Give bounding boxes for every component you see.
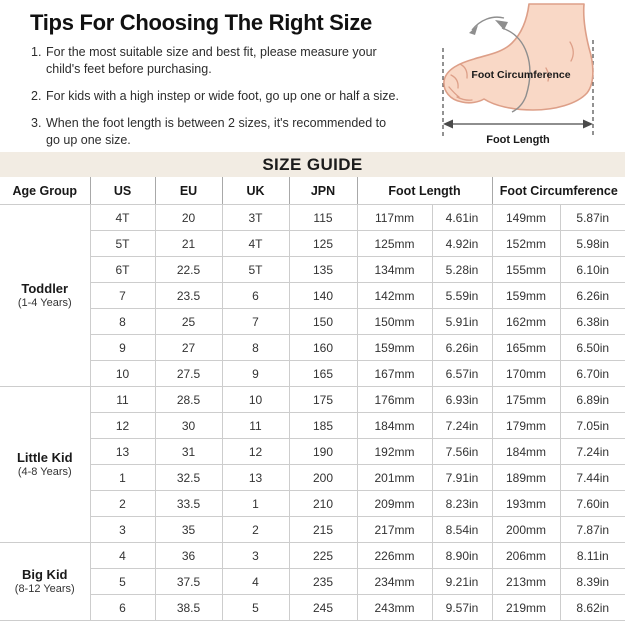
cell-uk: 13	[222, 465, 289, 491]
length-arrowhead-right	[583, 120, 593, 129]
cell-us: 5T	[90, 231, 155, 257]
table-row	[0, 283, 625, 309]
cell-eu: 28.5	[155, 387, 222, 413]
header-row	[0, 177, 625, 205]
cell-uk: 3	[222, 543, 289, 569]
cell-jpn: 160	[289, 335, 357, 361]
cell-foot-length-in: 9.21in	[432, 569, 492, 595]
tip-item	[31, 44, 435, 78]
cell-jpn: 135	[289, 257, 357, 283]
tip-number: 1.	[31, 45, 42, 59]
cell-foot-circ-mm: 193mm	[492, 491, 560, 517]
cell-uk: 12	[222, 439, 289, 465]
cell-uk: 9	[222, 361, 289, 387]
table-row	[0, 309, 625, 335]
cell-foot-length-in: 4.92in	[432, 231, 492, 257]
tip-text: For the most suitable size and best fit, please measure your child's feet before purchasing.	[46, 45, 377, 76]
cell-foot-circ-mm: 165mm	[492, 335, 560, 361]
cell-foot-length-mm: 234mm	[357, 569, 432, 595]
cell-us: 4	[90, 543, 155, 569]
foot-circumference-label: Foot Circumference	[471, 69, 571, 81]
cell-foot-length-in: 7.91in	[432, 465, 492, 491]
cell-foot-length-mm: 243mm	[357, 595, 432, 621]
cell-us: 9	[90, 335, 155, 361]
cell-foot-circ-mm: 175mm	[492, 387, 560, 413]
length-arrowhead-left	[443, 120, 453, 129]
cell-uk: 10	[222, 387, 289, 413]
cell-foot-circ-in: 8.39in	[560, 569, 625, 595]
age-group-cell-toddler	[0, 205, 90, 387]
cell-uk: 6	[222, 283, 289, 309]
cell-eu: 33.5	[155, 491, 222, 517]
table-row	[0, 517, 625, 543]
cell-jpn: 150	[289, 309, 357, 335]
cell-foot-length-mm: 125mm	[357, 231, 432, 257]
cell-foot-circ-in: 6.70in	[560, 361, 625, 387]
cell-eu: 31	[155, 439, 222, 465]
age-group-name: Toddler	[21, 280, 69, 296]
cell-foot-circ-in: 7.60in	[560, 491, 625, 517]
cell-jpn: 165	[289, 361, 357, 387]
cell-eu: 32.5	[155, 465, 222, 491]
cell-foot-circ-mm: 170mm	[492, 361, 560, 387]
cell-eu: 38.5	[155, 595, 222, 621]
cell-foot-length-in: 8.54in	[432, 517, 492, 543]
cell-foot-length-mm: 167mm	[357, 361, 432, 387]
cell-foot-length-mm: 201mm	[357, 465, 432, 491]
cell-jpn: 200	[289, 465, 357, 491]
cell-eu: 21	[155, 231, 222, 257]
cell-foot-circ-in: 5.87in	[560, 205, 625, 231]
cell-eu: 20	[155, 205, 222, 231]
cell-foot-circ-mm: 206mm	[492, 543, 560, 569]
cell-foot-length-mm: 159mm	[357, 335, 432, 361]
cell-foot-circ-mm: 152mm	[492, 231, 560, 257]
cell-foot-length-mm: 192mm	[357, 439, 432, 465]
age-group-name: Big Kid	[22, 566, 68, 582]
cell-foot-circ-in: 6.89in	[560, 387, 625, 413]
cell-eu: 27.5	[155, 361, 222, 387]
cell-eu: 27	[155, 335, 222, 361]
cell-foot-length-mm: 134mm	[357, 257, 432, 283]
cell-us: 3	[90, 517, 155, 543]
cell-us: 5	[90, 569, 155, 595]
cell-us: 7	[90, 283, 155, 309]
tip-text: For kids with a high instep or wide foot, go up one or half a size.	[46, 89, 399, 103]
cell-foot-length-in: 7.56in	[432, 439, 492, 465]
table-row	[0, 543, 625, 569]
cell-foot-length-mm: 142mm	[357, 283, 432, 309]
cell-eu: 30	[155, 413, 222, 439]
table-row	[0, 465, 625, 491]
cell-us: 6	[90, 595, 155, 621]
cell-jpn: 235	[289, 569, 357, 595]
cell-foot-circ-in: 8.62in	[560, 595, 625, 621]
cell-us: 12	[90, 413, 155, 439]
cell-jpn: 245	[289, 595, 357, 621]
cell-us: 4T	[90, 205, 155, 231]
cell-us: 6T	[90, 257, 155, 283]
cell-foot-length-mm: 184mm	[357, 413, 432, 439]
cell-eu: 22.5	[155, 257, 222, 283]
cell-foot-circ-mm: 219mm	[492, 595, 560, 621]
page-title: Tips For Choosing The Right Size	[30, 10, 372, 35]
cell-foot-circ-in: 8.11in	[560, 543, 625, 569]
cell-us: 1	[90, 465, 155, 491]
cell-jpn: 115	[289, 205, 357, 231]
table-row	[0, 361, 625, 387]
col-header-foot-circumference: Foot Circumference	[492, 177, 625, 205]
col-header-jpn: JPN	[289, 177, 357, 205]
cell-foot-circ-in: 7.05in	[560, 413, 625, 439]
cell-us: 10	[90, 361, 155, 387]
cell-foot-length-in: 6.93in	[432, 387, 492, 413]
cell-us: 2	[90, 491, 155, 517]
tip-number: 2.	[31, 89, 42, 103]
cell-jpn: 125	[289, 231, 357, 257]
tip-item	[31, 88, 435, 105]
cell-foot-circ-in: 6.50in	[560, 335, 625, 361]
cell-foot-length-in: 8.90in	[432, 543, 492, 569]
foot-measurement-illustration	[436, 2, 620, 150]
table-row	[0, 231, 625, 257]
cell-foot-circ-in: 6.38in	[560, 309, 625, 335]
cell-foot-length-mm: 209mm	[357, 491, 432, 517]
cell-foot-length-mm: 150mm	[357, 309, 432, 335]
cell-jpn: 225	[289, 543, 357, 569]
cell-eu: 23.5	[155, 283, 222, 309]
table-row	[0, 595, 625, 621]
cell-uk: 1	[222, 491, 289, 517]
tips-section	[0, 0, 625, 152]
cell-eu: 25	[155, 309, 222, 335]
table-row	[0, 413, 625, 439]
cell-us: 8	[90, 309, 155, 335]
age-group-cell-little-kid	[0, 387, 90, 543]
col-header-uk: UK	[222, 177, 289, 205]
tip-text: When the foot length is between 2 sizes, it's recommended to go up one size.	[46, 116, 387, 147]
cell-jpn: 215	[289, 517, 357, 543]
table-row	[0, 205, 625, 231]
cell-uk: 4	[222, 569, 289, 595]
cell-foot-circ-in: 6.26in	[560, 283, 625, 309]
cell-foot-circ-mm: 162mm	[492, 309, 560, 335]
cell-foot-circ-in: 7.87in	[560, 517, 625, 543]
cell-jpn: 190	[289, 439, 357, 465]
cell-foot-length-mm: 176mm	[357, 387, 432, 413]
cell-eu: 36	[155, 543, 222, 569]
cell-eu: 37.5	[155, 569, 222, 595]
col-header-age-group: Age Group	[0, 177, 90, 205]
cell-foot-length-in: 5.28in	[432, 257, 492, 283]
cell-foot-circ-mm: 200mm	[492, 517, 560, 543]
cell-foot-circ-in: 7.44in	[560, 465, 625, 491]
cell-jpn: 210	[289, 491, 357, 517]
circumference-arrowhead-small	[469, 25, 478, 35]
circumference-arrowhead-main	[495, 20, 508, 30]
cell-foot-length-in: 5.91in	[432, 309, 492, 335]
cell-foot-circ-in: 5.98in	[560, 231, 625, 257]
cell-uk: 7	[222, 309, 289, 335]
cell-us: 11	[90, 387, 155, 413]
size-guide-title: SIZE GUIDE	[262, 154, 363, 174]
cell-foot-circ-mm: 189mm	[492, 465, 560, 491]
cell-uk: 5	[222, 595, 289, 621]
table-row	[0, 387, 625, 413]
cell-uk: 3T	[222, 205, 289, 231]
cell-jpn: 185	[289, 413, 357, 439]
cell-foot-circ-mm: 155mm	[492, 257, 560, 283]
table-row	[0, 569, 625, 595]
cell-foot-circ-mm: 184mm	[492, 439, 560, 465]
age-group-range: (1-4 Years)	[17, 296, 72, 309]
tip-item	[31, 115, 435, 149]
cell-foot-circ-mm: 159mm	[492, 283, 560, 309]
cell-uk: 5T	[222, 257, 289, 283]
col-header-us: US	[90, 177, 155, 205]
cell-us: 13	[90, 439, 155, 465]
cell-foot-length-in: 8.23in	[432, 491, 492, 517]
cell-jpn: 140	[289, 283, 357, 309]
foot-length-label: Foot Length	[486, 134, 550, 146]
col-header-foot-length: Foot Length	[357, 177, 492, 205]
cell-foot-length-in: 4.61in	[432, 205, 492, 231]
tip-number: 3.	[31, 116, 42, 130]
age-group-range: (8-12 Years)	[14, 582, 75, 595]
cell-foot-length-in: 5.59in	[432, 283, 492, 309]
age-group-name: Little Kid	[16, 449, 73, 465]
cell-foot-length-mm: 217mm	[357, 517, 432, 543]
cell-uk: 2	[222, 517, 289, 543]
cell-foot-length-mm: 117mm	[357, 205, 432, 231]
cell-uk: 4T	[222, 231, 289, 257]
table-row	[0, 335, 625, 361]
cell-foot-length-in: 9.57in	[432, 595, 492, 621]
cell-foot-circ-mm: 213mm	[492, 569, 560, 595]
cell-foot-circ-mm: 149mm	[492, 205, 560, 231]
age-group-cell-big-kid	[0, 543, 90, 621]
cell-foot-circ-in: 7.24in	[560, 439, 625, 465]
cell-foot-length-mm: 226mm	[357, 543, 432, 569]
table-row	[0, 257, 625, 283]
cell-foot-circ-in: 6.10in	[560, 257, 625, 283]
cell-foot-length-in: 7.24in	[432, 413, 492, 439]
cell-foot-length-in: 6.57in	[432, 361, 492, 387]
age-group-range: (4-8 Years)	[17, 465, 72, 478]
table-row	[0, 491, 625, 517]
cell-jpn: 175	[289, 387, 357, 413]
size-guide-table	[0, 177, 625, 621]
cell-foot-circ-mm: 179mm	[492, 413, 560, 439]
cell-foot-length-in: 6.26in	[432, 335, 492, 361]
table-row	[0, 439, 625, 465]
foot-shape	[444, 4, 593, 110]
cell-uk: 11	[222, 413, 289, 439]
tips-list	[31, 44, 435, 159]
col-header-eu: EU	[155, 177, 222, 205]
cell-eu: 35	[155, 517, 222, 543]
cell-uk: 8	[222, 335, 289, 361]
